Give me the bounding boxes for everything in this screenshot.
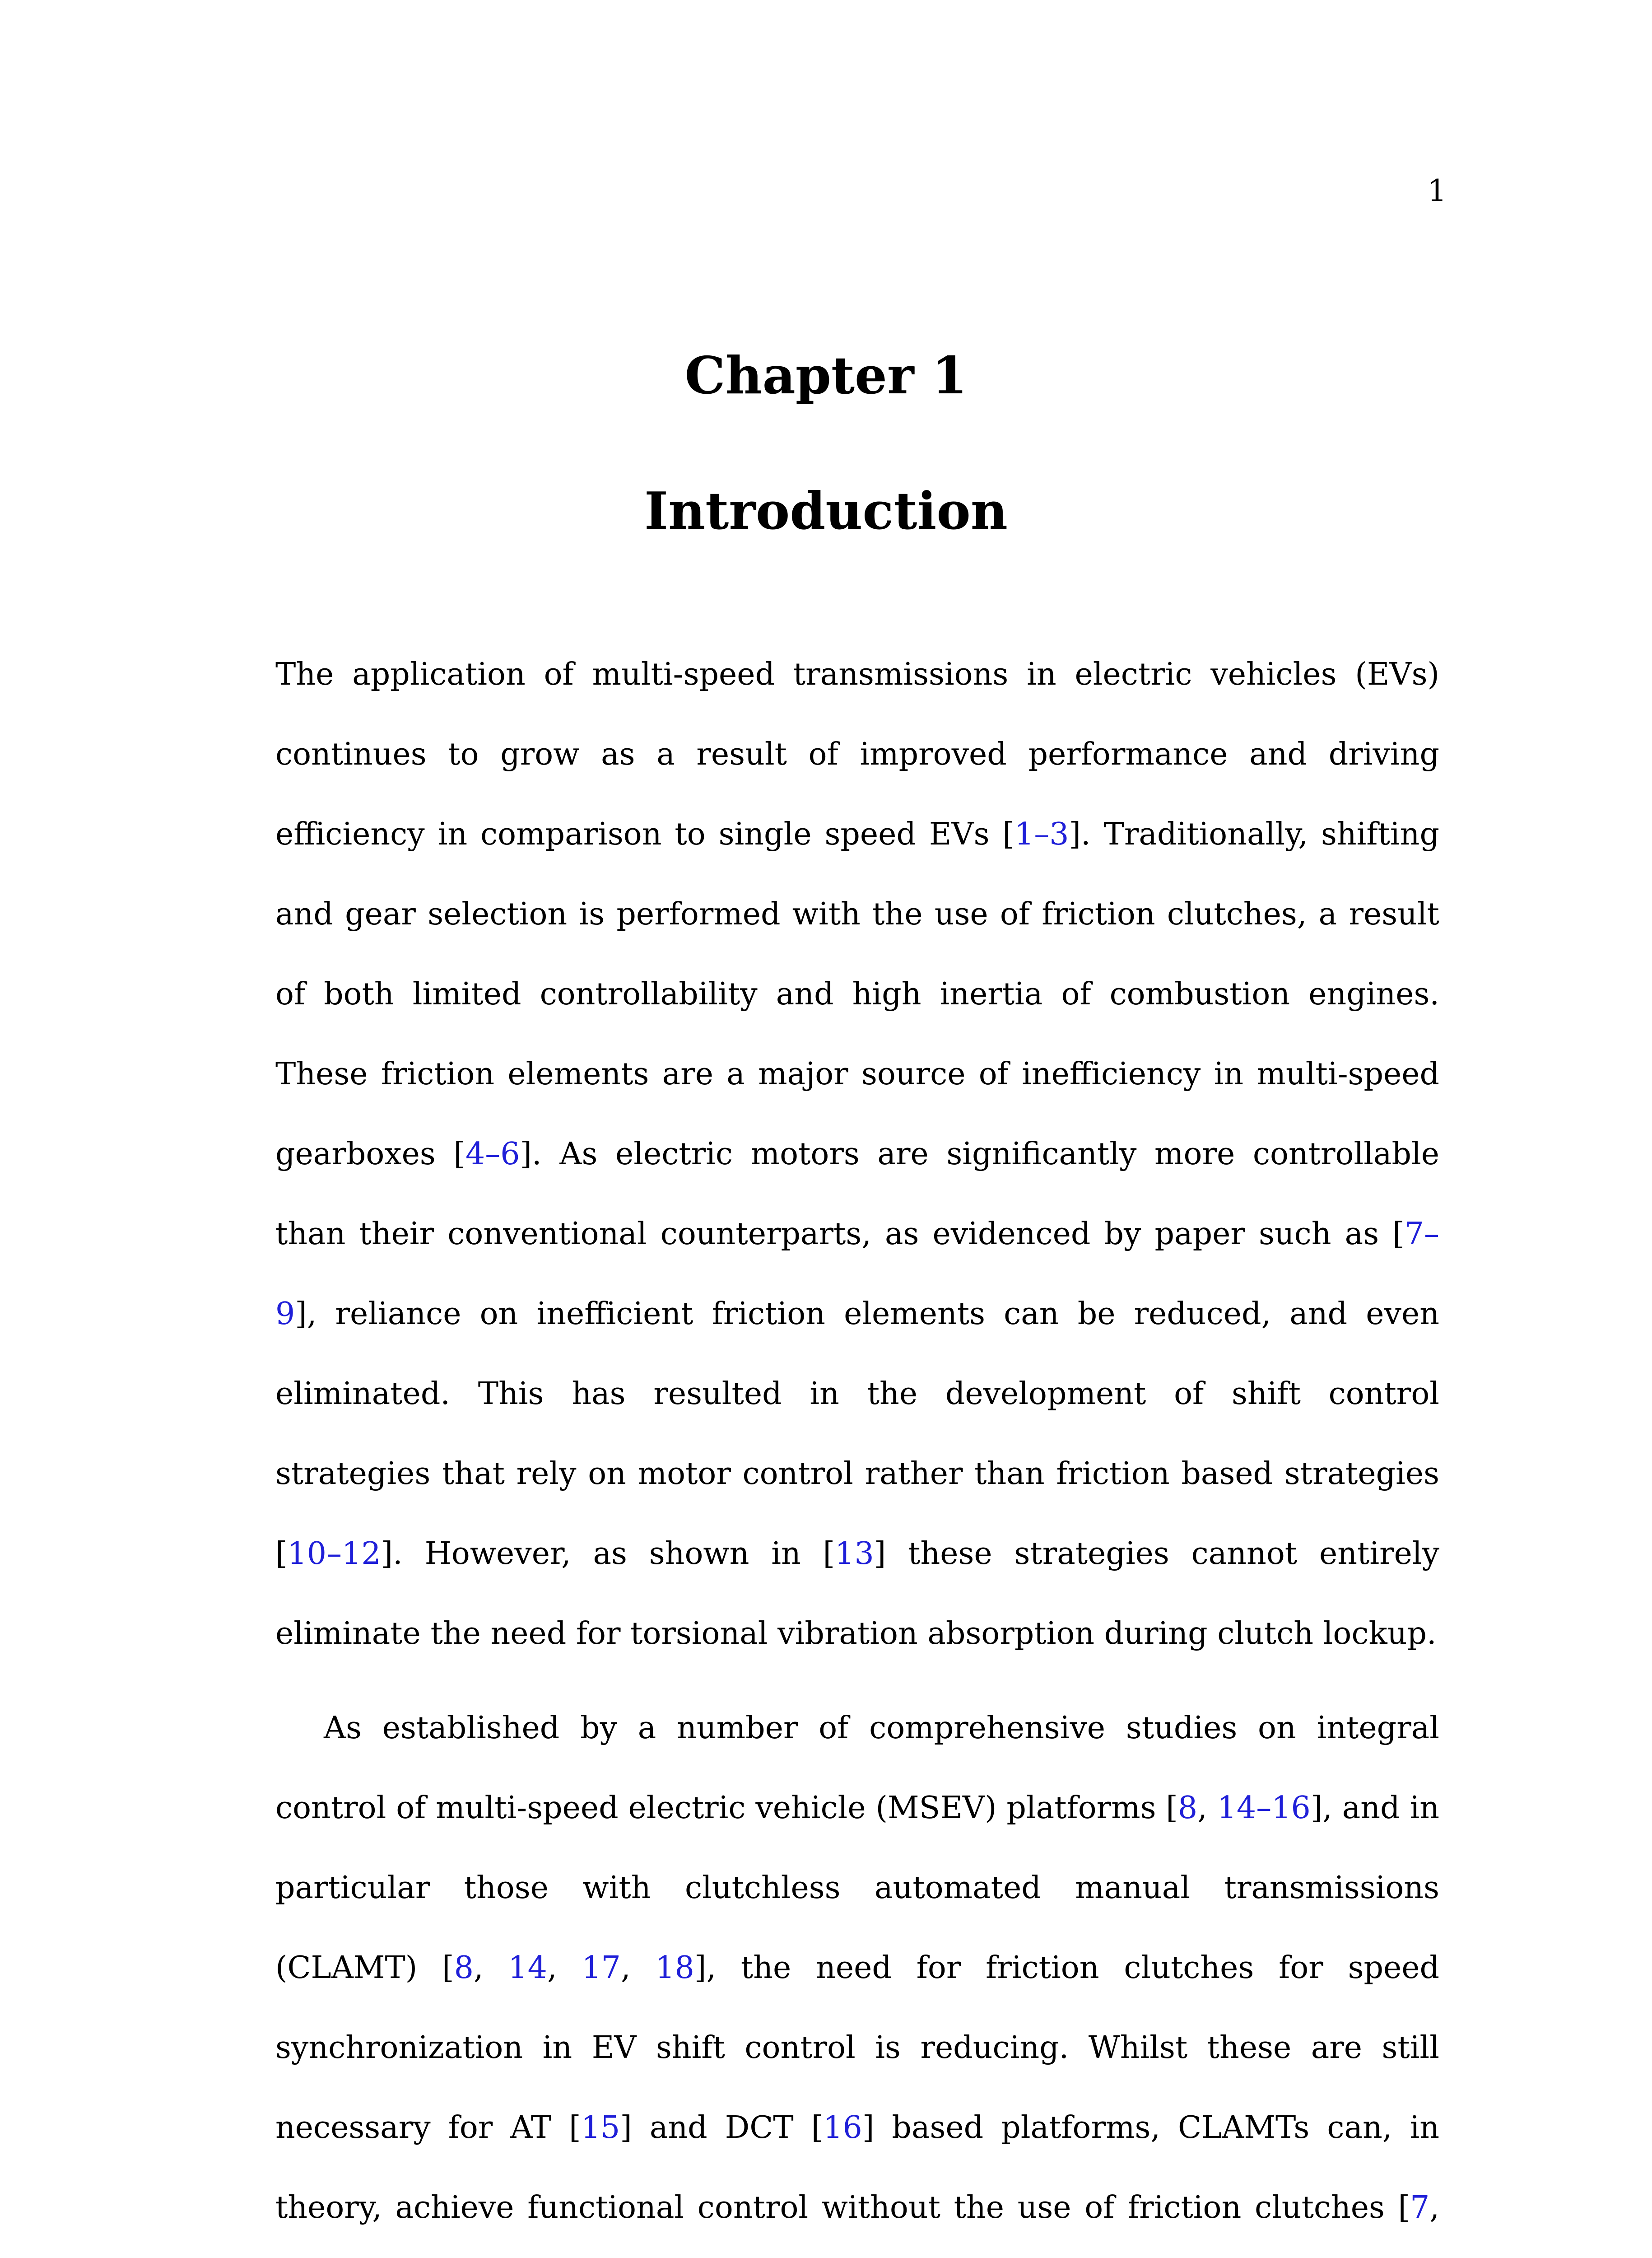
paragraph	[275, 1688, 1439, 2258]
citation-link[interactable]: 13	[835, 1536, 874, 1572]
page-number: 1	[1428, 173, 1447, 208]
text-run: ] and DCT [	[620, 2110, 824, 2146]
citation-link[interactable]: 1–3	[1014, 816, 1069, 852]
text-run: As established by a number of comprehensive studies on integral control of multi-speed electric vehicle (MSEV) platforms [	[275, 1710, 1439, 1826]
citation-link[interactable]: 10–12	[287, 1536, 381, 1572]
citation-link[interactable]: 14	[508, 1950, 547, 1986]
text-run: ]. As electric motors are significantly more controllable than their conventional counterparts, as evidenced by paper such as [	[275, 1136, 1440, 1252]
citation-link[interactable]: 18	[655, 1950, 694, 1986]
citation-link[interactable]: 4–6	[465, 1136, 520, 1172]
chapter-label: Chapter 1	[684, 345, 968, 406]
text-run: ,	[547, 1950, 582, 1986]
citation-link[interactable]: 8	[454, 1950, 474, 1986]
text-run: ] based platforms, CLAMTs can, in theory, achieve functional control without the use of friction clutches [	[275, 2110, 1439, 2225]
chapter-title: Introduction	[644, 481, 1008, 541]
text-run: The application of multi-speed transmissions in electric vehicles (EVs) continues to grow as a result of improved performance and driving efficiency in comparison to single speed EVs [	[275, 657, 1439, 852]
citation-link[interactable]: 14–16	[1217, 1790, 1311, 1826]
text-run: ]. However, as shown in [	[381, 1536, 835, 1572]
citation-link[interactable]: 8	[1177, 1790, 1198, 1826]
text-run: ], reliance on inefficient friction elements can be reduced, and even eliminated. This has resulted in the development of shift control strategies that rely on motor control rather than friction based strategies [	[275, 1296, 1439, 1572]
citation-link[interactable]: 7–9	[275, 1216, 1439, 1332]
text-run: ,	[620, 1950, 656, 1986]
citation-link[interactable]: 17	[582, 1950, 621, 1986]
text-run: ], and in particular those with clutchless automated manual transmissions (CLAMT) [	[275, 1790, 1440, 1986]
text-run: ]. Traditionally, shifting and gear selection is performed with the use of friction clutches, a result of both limited controllability and high inertia of combustion engines. These friction elements are a major source of inefficiency in multi-speed gearboxes [	[275, 816, 1439, 1172]
citation-link[interactable]: 15	[581, 2110, 620, 2146]
citation-link[interactable]: 16	[823, 2110, 862, 2146]
body-text	[275, 634, 1439, 2258]
text-run: ,	[1197, 1790, 1217, 1826]
text-run: ,	[1429, 2190, 1439, 2225]
text-run: ,	[473, 1950, 508, 1986]
citation-link[interactable]: 7	[1410, 2190, 1430, 2225]
text-run: ] these strategies cannot entirely eliminate the need for torsional vibration absorption during clutch lockup.	[275, 1536, 1440, 1652]
paragraph	[275, 634, 1439, 1674]
text-run: ], the need for friction clutches for speed synchronization in EV shift control is reducing. Whilst these are still necessary for AT [	[275, 1950, 1440, 2146]
